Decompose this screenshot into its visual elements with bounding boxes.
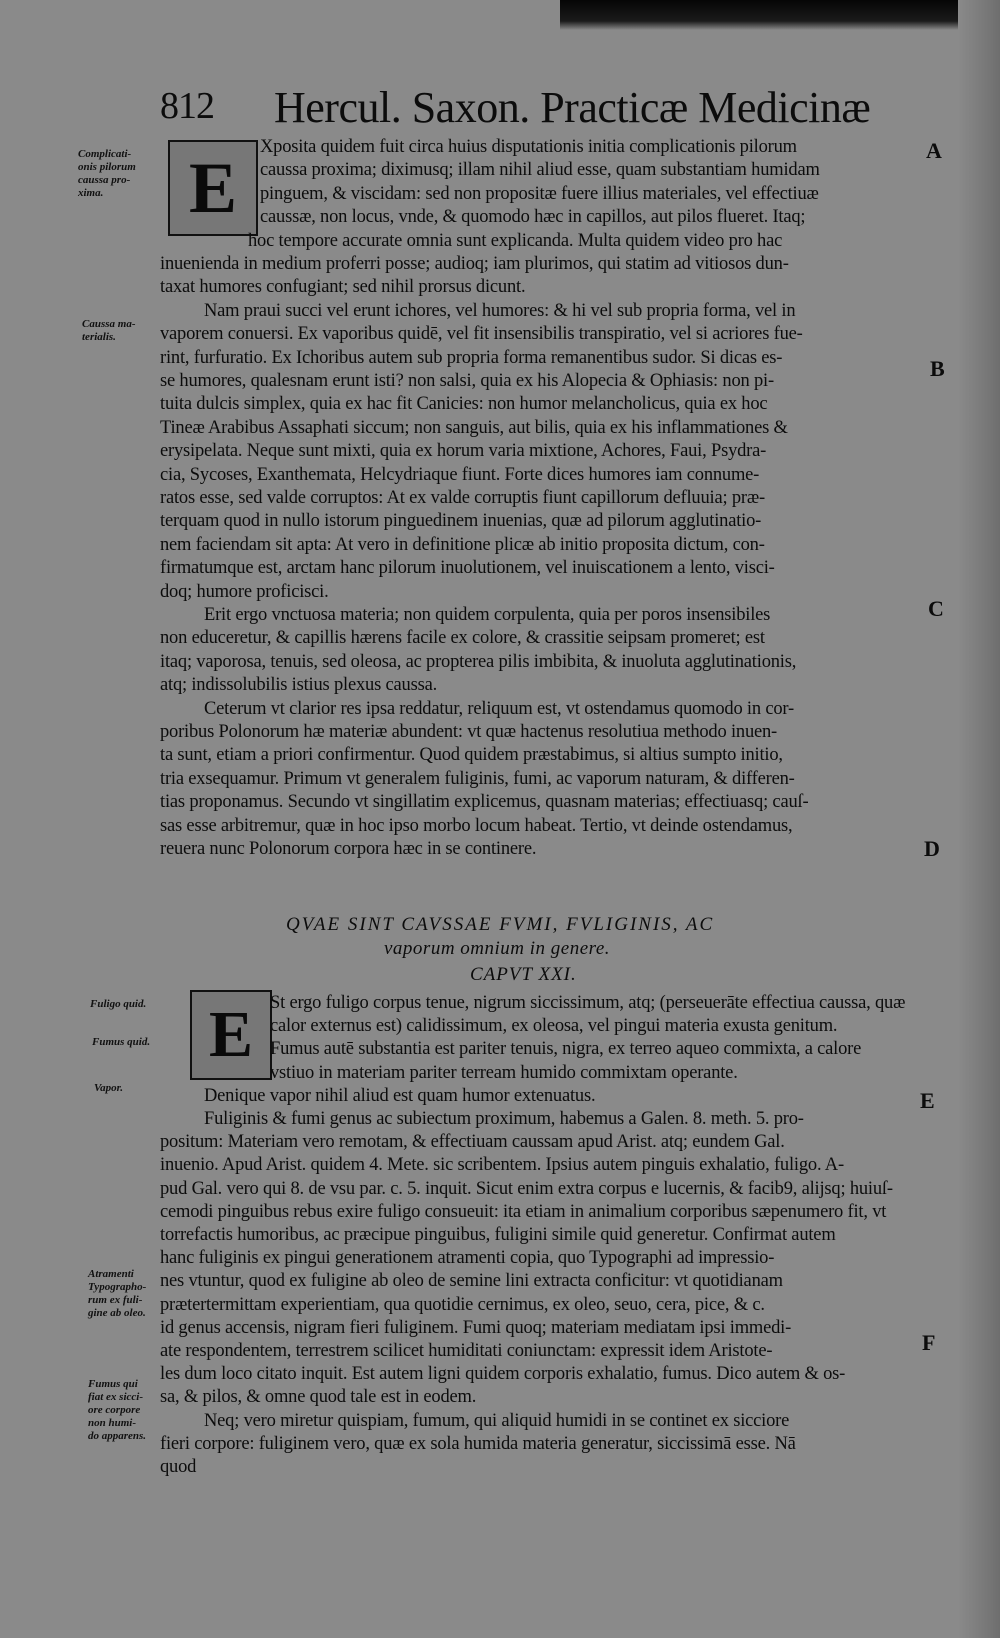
text-line: caussæ, non locus, vnde, & quomodo hæc in capillos, aut pilos flueret. Itaq;: [260, 207, 806, 228]
page-header: [160, 82, 920, 132]
chapter-number: CAPVT XXI.: [470, 964, 577, 985]
running-title: Hercul. Saxon. Practicæ Medicinæ: [274, 83, 871, 132]
margin-note: Fumus quid.: [92, 1036, 151, 1048]
text-line: non educeretur, & capillis hærens facile ex colore, & crassitie seipsam promeret; est: [160, 628, 765, 649]
text-line: erysipelata. Neque sunt mixti, quia ex horum varia mixtione, Achores, Faui, Psydra-: [160, 441, 767, 462]
text-line: pinguem, & viscidam: sed non propositæ fuere illius materiales, vel effectiuæ: [260, 183, 819, 204]
text-line: firmatumque est, arctam hanc pilorum inuolutionem, vel inuiscationem a lento, visci-: [160, 558, 775, 579]
text-line: prætertermittam experientiam, qua quotidie cernimus, ex oleo, seuo, cera, pice, & c.: [160, 1294, 765, 1315]
text-line: sas esse arbitremur, quæ in hoc ipso morbo locum habeat. Tertio, vt deinde ostendamus,: [160, 815, 793, 836]
text-line: ta sunt, etiam a priori confirmentur. Quod quidem præstabimus, si altius sumpto initio,: [160, 745, 783, 766]
drop-cap-initial: E: [168, 140, 258, 236]
section-marker-e: E: [920, 1088, 935, 1113]
chapter-heading: QVAE SINT CAVSSAE FVMI, FVLIGINIS, AC: [286, 914, 715, 935]
section-marker-d: D: [924, 836, 940, 861]
margin-note: Fumus qui fiat ex sicci- ore corpore non humi- do apparens.: [88, 1378, 147, 1442]
text-line: ratos esse, sed valde corruptos: At ex valde corruptis fiunt capillorum defluuia; præ-: [160, 488, 765, 508]
margin-note: Complicati- onis pilorum caussa pro- xima.: [78, 148, 136, 199]
text-line: atq; indissolubilis istius plexus caussa.: [160, 675, 438, 696]
text-line: sa, & pilos, & omne quod tale est in eodem.: [160, 1387, 477, 1408]
text-line: vstiuo in materiam pariter terream humido commixtam operante.: [270, 1062, 738, 1083]
text-line: Ceterum vt clarior res ipsa reddatur, reliquum est, vt ostendamus quomodo in cor-: [204, 698, 794, 719]
text-line: Neq; vero miretur quispiam, fumum, qui aliquid humidi in se continet ex sicciore: [204, 1410, 790, 1431]
chapter-subheading: vaporum omnium in genere.: [384, 938, 611, 959]
text-line: tuita dulcis simplex, quia ex hac fit Canicies: non humor melancholicus, quia ex hoc: [160, 394, 768, 415]
text-line: cemodi pinguibus rebus exire fuligo consueuit: ita etiam in animalium corporibus sæpenumero fit, vt: [160, 1201, 887, 1222]
text-line: Fumus autē substantia est pariter tenuis, nigra, ex terreo aqueo commixta, a calore: [270, 1039, 862, 1060]
text-line: nem faciendam sit apta: At vero in definitione plicæ ab initio proposita dictum, con-: [160, 534, 765, 555]
text-line: Erit ergo vnctuosa materia; non quidem corpulenta, quia per poros insensibiles: [204, 605, 771, 625]
text-line: rint, furfuratio. Ex Ichoribus autem sub propria forma remanentibus sudor. Si dicas es-: [160, 347, 783, 368]
text-line: pud Gal. vero qui 8. de vsu par. c. 5. inquit. Sicut enim extra corpus e lucernis, & facib9, alijsq; huiuſ-: [160, 1178, 893, 1199]
scan-top-edge: [560, 0, 1000, 30]
text-line: inuenienda in medium proferri posse; audioq; iam plurimos, qui statim ad vitiosos dun-: [160, 254, 789, 274]
section-marker-f: F: [922, 1330, 936, 1355]
text-line: Fuliginis & fumi genus ac subiectum proximum, habemus a Galen. 8. meth. 5. pro-: [204, 1109, 804, 1129]
text-line: hoc tempore accurate omnia sunt explicanda. Multa quidem video pro hac: [248, 230, 783, 251]
text-line: St ergo fuligo corpus tenue, nigrum siccissimum, atq; (perseuerāte effectiua caussa, quæ: [270, 993, 906, 1013]
text-line: tias proponamus. Secundo vt singillatim explicemus, quasnam materias; effectiuasq; cauſ-: [160, 792, 809, 813]
margin-note: Vapor.: [94, 1082, 124, 1094]
text-line: les dum loco citato inquit. Est autem ligni quidem corporis exhalatio, fumus. Dico autem & os-: [160, 1364, 846, 1385]
text-line: tria exsequamur. Primum vt generalem fuliginis, fumi, ac vaporum naturam, & differen-: [160, 768, 795, 789]
text-line: ate respondentem, terrestrem scilicet humiditati coniunctam: expressit idem Aristote-: [160, 1341, 773, 1361]
text-line: reuera nunc Polonorum corpora hæc in se continere.: [160, 839, 537, 859]
text-line: id genus accensis, nigram fieri fuliginem. Fumi quoq; materiam mediatam ipsi immedi-: [160, 1317, 792, 1338]
text-line: poribus Polonorum hæ materiæ abundent: vt quæ hactenus resolutiua methodo inuen-: [160, 722, 778, 742]
text-line: itaq; vaporosa, tenuis, sed oleosa, ac propterea pilis imbibita, & inuoluta agglutinationis,: [160, 651, 797, 672]
text-line: calor externus est) calidissimum, ex oleosa, vel pingui materia exusta genitum.: [270, 1016, 838, 1037]
text-line: positum: Materiam vero remotam, & effectiuam caussam apud Arist. atq; eundem Gal.: [160, 1132, 785, 1153]
text-line: caussa proxima; diximusq; illam nihil aliud esse, quam substantiam humidam: [260, 160, 820, 181]
text-line: terquam quod in nullo istorum pinguedinem inuenias, quæ ad pilorum agglutinatio-: [160, 511, 762, 532]
text-line: quod: [160, 1457, 197, 1477]
text-line: cia, Sycoses, Exanthemata, Helcydriaque fiunt. Forte dices humores iam connume-: [160, 464, 760, 485]
margin-note: Fuligo quid.: [90, 998, 147, 1010]
text-line: vaporem conuersi. Ex vaporibus quidē, vel fit insensibilis transpiratio, vel si acriores fue-: [160, 324, 803, 345]
section-marker-a: A: [926, 138, 942, 163]
text-line: taxat humores confugiant; sed nihil prorsus dicunt.: [160, 277, 526, 298]
drop-cap-initial: E: [190, 990, 272, 1080]
text-line: Nam praui succi vel erunt ichores, vel humores: & hi vel sub propria forma, vel in: [204, 300, 796, 321]
text-line: nes vtuntur, quod ex fuligine ab oleo de semine lini extracta conficitur: vt quotidianam: [160, 1271, 783, 1292]
section-marker-c: C: [928, 596, 944, 621]
text-line: inuenio. Apud Arist. quidem 4. Mete. sic scribentem. Ipsius autem pinguis exhalatio, fuligo. A-: [160, 1155, 844, 1176]
text-line: Tineæ Arabibus Assaphati siccum; non sanguis, aut bilis, quia ex his inflammationes &: [160, 417, 788, 438]
margin-note: Caussa ma- terialis.: [82, 318, 136, 343]
text-line: doq; humore proficisci.: [160, 581, 329, 602]
text-line: Denique vapor nihil aliud est quam humor extenuatus.: [204, 1085, 596, 1106]
text-line: hanc fuliginis ex pingui generationem atramenti copia, quo Typographi ad impressio-: [160, 1248, 775, 1269]
section-marker-b: B: [930, 356, 945, 381]
scan-right-edge: [958, 0, 1000, 1638]
margin-note: Atramenti Typographo- rum ex fuli- gine ab oleo.: [88, 1268, 147, 1319]
text-line: Xposita quidem fuit circa huius disputationis initia complicationis pilorum: [260, 137, 797, 157]
text-line: fieri corpore: fuliginem vero, quæ ex sola humida materia generatur, siccissimā esse. Nā: [160, 1433, 796, 1454]
text-line: se humores, qualesnam erunt isti? non salsi, quia ex his Alopecia & Ophiasis: non pi-: [160, 371, 774, 391]
page-number: 812: [160, 85, 214, 127]
text-line: torrefactis humoribus, ac præcipue pinguibus, fuligini simile quid generetur. Confirmat autem: [160, 1225, 836, 1245]
